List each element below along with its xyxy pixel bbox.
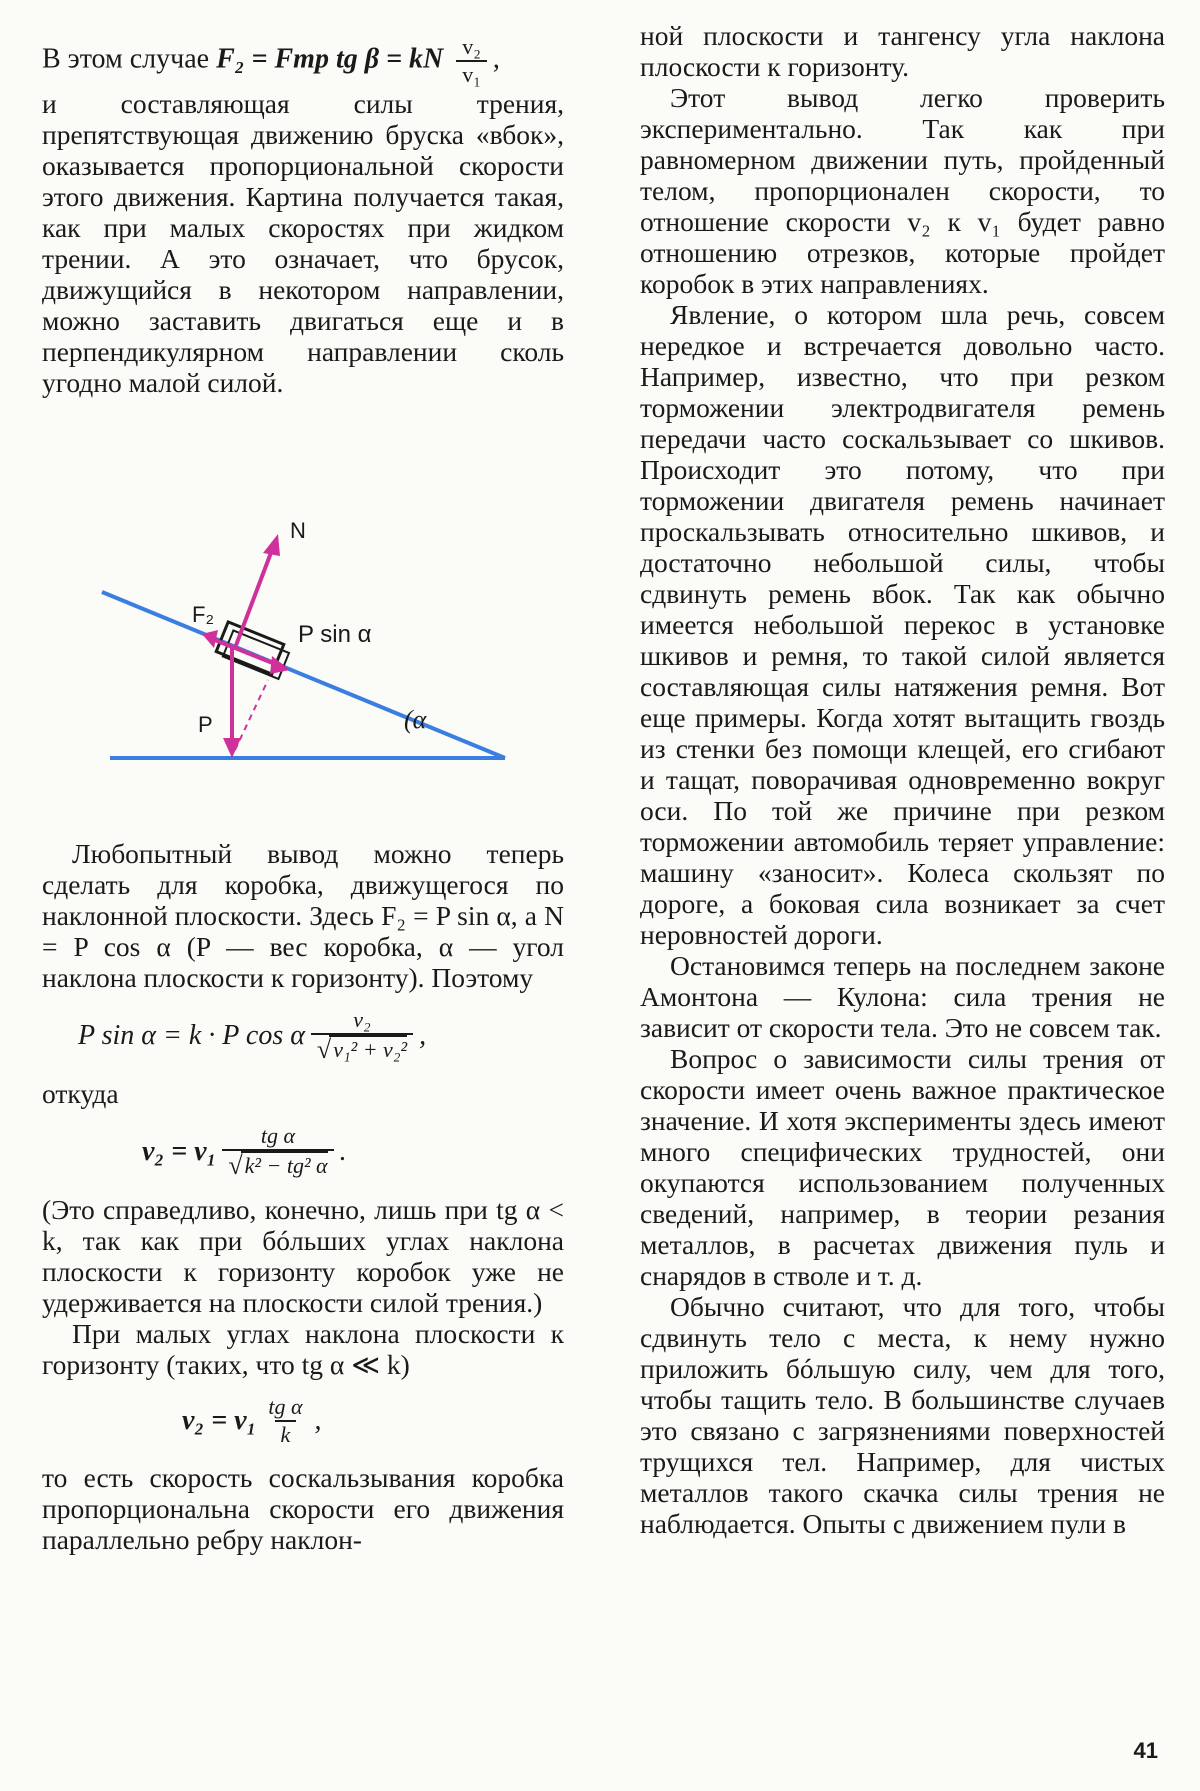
formula-f2: F₂ = Fтр tg β = kN [216, 43, 444, 75]
label-p: P [198, 712, 213, 737]
fraction-v2-v1: $\frac{\text{v₂}}{\text{v₁}}$ [456, 34, 487, 88]
word-from: откуда [42, 1078, 119, 1109]
paragraph-continued: ной плоскости и тангенсу угла наклона плоскости к горизонту. [640, 20, 1165, 82]
paragraph-validity: (Это справедливо, конечно, лишь при tg α < k, так как при бóльших углах наклона плоскости к горизонту коробок уже не удерживается на плоскости силой трения.) [42, 1194, 564, 1318]
inclined-plane-line [102, 592, 505, 758]
paragraph-experiment: Этот вывод легко проверить экспериментально. Так как при равномерном движении путь, пройденный телом, пропорционален скорости, то отношение скорости v₂ к v₁ будет равно отношению отрезков, которые пройдет коробок в этих направлениях. [640, 82, 1165, 299]
paragraph-sliding-speed: то есть скорость соскальзывания коробка пропорциональна скорости его движения параллельно ребру наклон- [42, 1462, 564, 1555]
label-f2: F₂ [192, 602, 214, 627]
paragraph-small-angles: При малых углах наклона плоскости к горизонту (таких, что tg α ≪ k) [42, 1318, 564, 1380]
arrow-head-p-icon [223, 738, 241, 758]
page-number: 41 [1133, 1738, 1158, 1763]
label-n: N [290, 520, 306, 543]
right-column [640, 0, 1165, 1539]
paragraph-amontons-law: Остановимся теперь на последнем законе Амонтона — Кулона: сила трения не зависит от скорости тела. Это не совсем так. [640, 950, 1165, 1043]
label-psin: P sin α [298, 621, 372, 648]
paragraph-friction-component: и составляющая силы трения, препятствующая движению бруска «вбок», оказывается пропорциональной скорости этого движения. Картина получается такая, как при малых скоростях при жидком трении. А это означает, что брусок, движущийся в некотором направлении, можно заставить двигаться еще и в перпендикулярном направлении сколь угодно малой силой. [42, 88, 564, 398]
paragraph-phenomenon: Явление, о котором шла речь, совсем нередкое и встречается довольно часто. Например, известно, что при резком торможении электродвигателя ремень передачи часто соскальзывает со шкивов. Происходит это потому, что при торможении двигателя ремень начинает проскальзывать относительно шкивов, и достаточно небольшой силы, чтобы сдвинуть ремень вбок. Так как обычно имеется небольшой перекос в установке шкивов и ремня, то такой силой является составляющая силы натяжения ремня. Вот еще примеры. Когда хотят вытащить гвоздь из стенки без помощи клещей, его сгибают и тащат, поворачивая одновременно вокруг оси. По той же причине при резком торможении автомобиль теряет управление: машину «заносит». Колеса скользят по дороге, а боковая сила возникает за счет неровностей дороги. [640, 299, 1165, 950]
inclined-plane-diagram [80, 520, 540, 780]
arrow-head-n-icon [263, 534, 280, 556]
equation-2: v₂ = v₁ tg α √ k² − tg² α . [142, 1123, 347, 1180]
paragraph-speed-dependence: Вопрос о зависимости силы трения от скорости имеет очень важное практическое значение. И хотя эксперименты здесь имеют много специфических трудностей, они окупаются использованием полученных сведений, например, в теории резания металлов, в расчетах движения пуль и снарядов в стволе и т. д. [640, 1043, 1165, 1291]
equation-1: P sin α = k · P cos α v₂ √ v₁² + v₂² , [78, 1007, 427, 1064]
label-alpha: (α [404, 705, 427, 734]
paragraph-formula-intro: В этом случае F₂ = Fтр tg β = kN $\frac{\text{v₂}}{\text{v₁}}$ , [42, 34, 500, 87]
paragraph-matchbox-conclusion: Любопытный вывод можно теперь сделать для коробка, движущегося по наклонной плоскости. Здесь F₂ = P sin α, а N = P cos α (P — вес коробка, α — угол наклона плоскости к горизонту). Поэтому [42, 838, 564, 993]
equation-3: v₂ = v₁ $\frac{\text{tg α}}{k}$ , [182, 1394, 322, 1447]
paragraph-static-friction: Обычно считают, что для того, чтобы сдвинуть тело с места, к нему нужно приложить бóльшую силу, чем для того, чтобы тащить тело. В большинстве случаев это связано с загрязнениями поверхностей трущихся тел. Например, для чистых металлов такого скачка силы трения не наблюдается. Опыты с движением пули в [640, 1291, 1165, 1539]
dashed-component [235, 680, 268, 750]
